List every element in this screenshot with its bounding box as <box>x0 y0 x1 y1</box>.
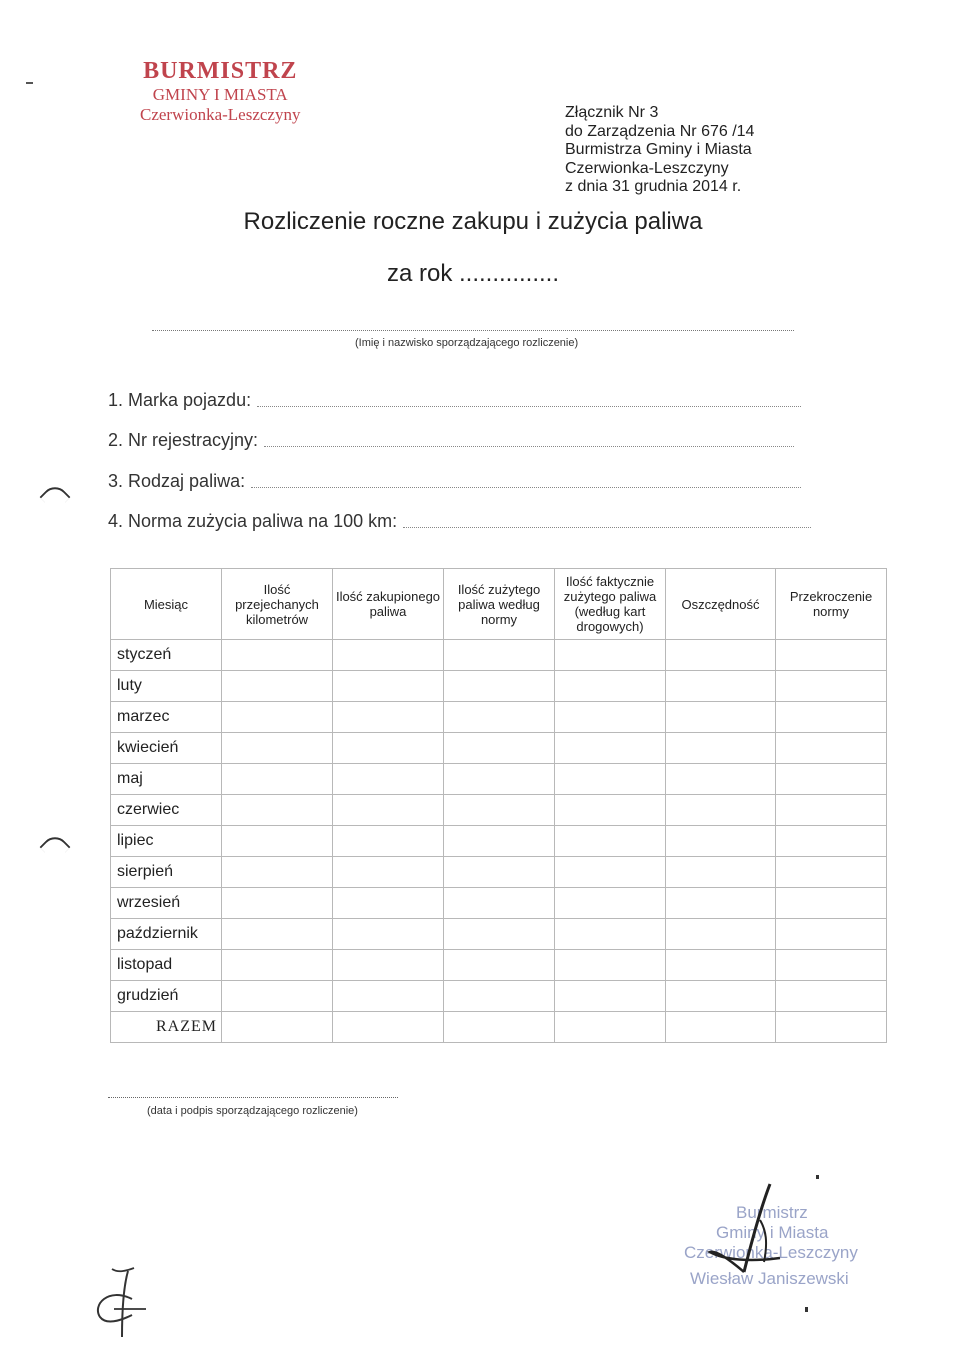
km-input-cell[interactable] <box>222 950 333 981</box>
excess-input-cell[interactable] <box>776 671 887 702</box>
purchased-input-cell[interactable] <box>333 733 444 764</box>
norm-input-cell[interactable] <box>444 888 555 919</box>
handwritten-initials <box>88 1265 158 1345</box>
km-input-cell[interactable] <box>222 764 333 795</box>
saving-total-cell[interactable] <box>666 1012 776 1043</box>
purchased-input-cell[interactable] <box>333 857 444 888</box>
purchased-input-cell[interactable] <box>333 702 444 733</box>
month-cell: wrzesień <box>111 888 222 919</box>
month-cell: marzec <box>111 702 222 733</box>
actual-input-cell[interactable] <box>555 919 666 950</box>
month-cell: listopad <box>111 950 222 981</box>
purchased-input-cell[interactable] <box>333 888 444 919</box>
table-row <box>111 826 887 857</box>
column-header: Ilość zużytego paliwa według normy <box>444 569 555 640</box>
table-row <box>111 640 887 671</box>
annex-line-4: Czerwionka-Leszczyny <box>565 159 729 177</box>
field-fuel-norm <box>108 511 811 532</box>
saving-input-cell[interactable] <box>666 981 776 1012</box>
norm-total-cell[interactable] <box>444 1012 555 1043</box>
actual-input-cell[interactable] <box>555 640 666 671</box>
mayor-stamp-line-2: Gminy i Miasta <box>716 1223 829 1242</box>
saving-input-cell[interactable] <box>666 919 776 950</box>
column-header: Oszczędność <box>666 569 776 640</box>
purchased-input-cell[interactable] <box>333 795 444 826</box>
norm-input-cell[interactable] <box>444 981 555 1012</box>
signature-fill-line <box>108 1097 398 1098</box>
field-registration-label: 2. Nr rejestracyjny: <box>108 430 259 450</box>
ink-mark <box>805 1307 808 1312</box>
column-header: Ilość zakupionego paliwa <box>333 569 444 640</box>
mayor-stamp-line-4: Wiesław Janiszewski <box>690 1269 849 1288</box>
office-stamp <box>140 58 300 125</box>
actual-input-cell[interactable] <box>555 981 666 1012</box>
actual-input-cell[interactable] <box>555 888 666 919</box>
actual-input-cell[interactable] <box>555 795 666 826</box>
norm-input-cell[interactable] <box>444 919 555 950</box>
stamp-line-3: Czerwionka-Leszczyny <box>140 105 301 124</box>
purchased-total-cell[interactable] <box>333 1012 444 1043</box>
excess-input-cell[interactable] <box>776 764 887 795</box>
ink-mark <box>816 1175 819 1179</box>
km-input-cell[interactable] <box>222 671 333 702</box>
purchased-input-cell[interactable] <box>333 640 444 671</box>
month-cell: sierpień <box>111 857 222 888</box>
saving-input-cell[interactable] <box>666 764 776 795</box>
field-fuel-type-line <box>251 487 801 488</box>
month-cell: czerwiec <box>111 795 222 826</box>
norm-input-cell[interactable] <box>444 733 555 764</box>
annex-line-3: Burmistrza Gminy i Miasta <box>565 141 752 159</box>
norm-input-cell[interactable] <box>444 795 555 826</box>
table-row <box>111 950 887 981</box>
column-header: Miesiąc <box>111 569 222 640</box>
column-header: Ilość faktycznie zużytego paliwa (według kart drogowych) <box>555 569 666 640</box>
excess-input-cell[interactable] <box>776 795 887 826</box>
actual-input-cell[interactable] <box>555 857 666 888</box>
table-row <box>111 857 887 888</box>
fuel-settlement-table <box>110 568 887 1043</box>
excess-input-cell[interactable] <box>776 826 887 857</box>
field-fuel-norm-label: 4. Norma zużycia paliwa na 100 km: <box>108 511 398 531</box>
punch-hole-mark-bottom <box>39 831 70 862</box>
norm-input-cell[interactable] <box>444 702 555 733</box>
mayor-stamp-line-1: Burmistrz <box>736 1203 808 1222</box>
month-cell: maj <box>111 764 222 795</box>
purchased-input-cell[interactable] <box>333 981 444 1012</box>
excess-input-cell[interactable] <box>776 888 887 919</box>
table-row <box>111 795 887 826</box>
column-header: Ilość przejechanych kilometrów <box>222 569 333 640</box>
stamp-line-1: BURMISTRZ <box>143 58 298 84</box>
stamp-line-2: GMINY I MIASTA <box>152 85 288 104</box>
table-row <box>111 733 887 764</box>
annex-line-2: do Zarządzenia Nr 676 /14 <box>565 122 755 140</box>
table-row <box>111 888 887 919</box>
mayor-signature <box>700 1180 810 1280</box>
actual-input-cell[interactable] <box>555 733 666 764</box>
norm-input-cell[interactable] <box>444 950 555 981</box>
column-header: Przekroczenie normy <box>776 569 887 640</box>
excess-input-cell[interactable] <box>776 981 887 1012</box>
saving-input-cell[interactable] <box>666 950 776 981</box>
km-total-cell[interactable] <box>222 1012 333 1043</box>
excess-total-cell[interactable] <box>776 1012 887 1043</box>
excess-input-cell[interactable] <box>776 857 887 888</box>
km-input-cell[interactable] <box>222 640 333 671</box>
km-input-cell[interactable] <box>222 826 333 857</box>
actual-input-cell[interactable] <box>555 950 666 981</box>
document-title: Rozliczenie roczne zakupu i zużycia paliwa <box>243 208 703 235</box>
actual-total-cell[interactable] <box>555 1012 666 1043</box>
table-row <box>111 764 887 795</box>
saving-input-cell[interactable] <box>666 671 776 702</box>
excess-input-cell[interactable] <box>776 640 887 671</box>
saving-input-cell[interactable] <box>666 795 776 826</box>
actual-input-cell[interactable] <box>555 671 666 702</box>
punch-hole-mark-top <box>39 481 70 512</box>
table-row <box>111 702 887 733</box>
excess-input-cell[interactable] <box>776 950 887 981</box>
annex-line-5: z dnia 31 grudnia 2014 r. <box>565 178 742 196</box>
saving-input-cell[interactable] <box>666 702 776 733</box>
field-fuel-type-label: 3. Rodzaj paliwa: <box>108 471 246 491</box>
month-cell: kwiecień <box>111 733 222 764</box>
annex-reference <box>565 104 754 197</box>
actual-input-cell[interactable] <box>555 764 666 795</box>
table-row <box>111 919 887 950</box>
total-label: RAZEM <box>111 1012 222 1043</box>
purchased-input-cell[interactable] <box>333 671 444 702</box>
purchased-input-cell[interactable] <box>333 764 444 795</box>
month-cell: październik <box>111 919 222 950</box>
purchased-input-cell[interactable] <box>333 919 444 950</box>
actual-input-cell[interactable] <box>555 702 666 733</box>
norm-input-cell[interactable] <box>444 671 555 702</box>
field-registration-line <box>264 446 794 447</box>
table-header-row <box>111 569 887 640</box>
month-cell: grudzień <box>111 981 222 1012</box>
month-cell: styczeń <box>111 640 222 671</box>
field-vehicle-make-line <box>257 406 801 407</box>
page-mark <box>26 82 33 84</box>
km-input-cell[interactable] <box>222 981 333 1012</box>
excess-input-cell[interactable] <box>776 919 887 950</box>
year-line: za rok ............... <box>386 260 560 287</box>
km-input-cell[interactable] <box>222 702 333 733</box>
norm-input-cell[interactable] <box>444 857 555 888</box>
km-input-cell[interactable] <box>222 919 333 950</box>
saving-input-cell[interactable] <box>666 733 776 764</box>
km-input-cell[interactable] <box>222 888 333 919</box>
field-fuel-type <box>108 471 801 492</box>
month-cell: luty <box>111 671 222 702</box>
km-input-cell[interactable] <box>222 795 333 826</box>
saving-input-cell[interactable] <box>666 826 776 857</box>
table-row <box>111 671 887 702</box>
km-input-cell[interactable] <box>222 733 333 764</box>
annex-line-1: Złącznik Nr 3 <box>565 104 659 121</box>
name-fill-line <box>152 330 794 331</box>
excess-input-cell[interactable] <box>776 733 887 764</box>
field-vehicle-make <box>108 390 801 411</box>
signature-caption: (data i podpis sporządzającego rozliczenie) <box>147 1105 358 1117</box>
field-vehicle-make-label: 1. Marka pojazdu: <box>108 390 252 410</box>
mayor-stamp-line-3: Czerwionka-Leszczyny <box>684 1243 858 1262</box>
norm-input-cell[interactable] <box>444 826 555 857</box>
saving-input-cell[interactable] <box>666 857 776 888</box>
field-fuel-norm-line <box>403 527 811 528</box>
purchased-input-cell[interactable] <box>333 826 444 857</box>
norm-input-cell[interactable] <box>444 640 555 671</box>
month-cell: lipiec <box>111 826 222 857</box>
excess-input-cell[interactable] <box>776 702 887 733</box>
saving-input-cell[interactable] <box>666 888 776 919</box>
field-registration <box>108 430 794 451</box>
name-caption: (Imię i nazwisko sporządzającego rozliczenie) <box>355 337 579 349</box>
total-row <box>111 1012 887 1043</box>
purchased-input-cell[interactable] <box>333 950 444 981</box>
norm-input-cell[interactable] <box>444 764 555 795</box>
table-row <box>111 981 887 1012</box>
km-input-cell[interactable] <box>222 857 333 888</box>
actual-input-cell[interactable] <box>555 826 666 857</box>
saving-input-cell[interactable] <box>666 640 776 671</box>
